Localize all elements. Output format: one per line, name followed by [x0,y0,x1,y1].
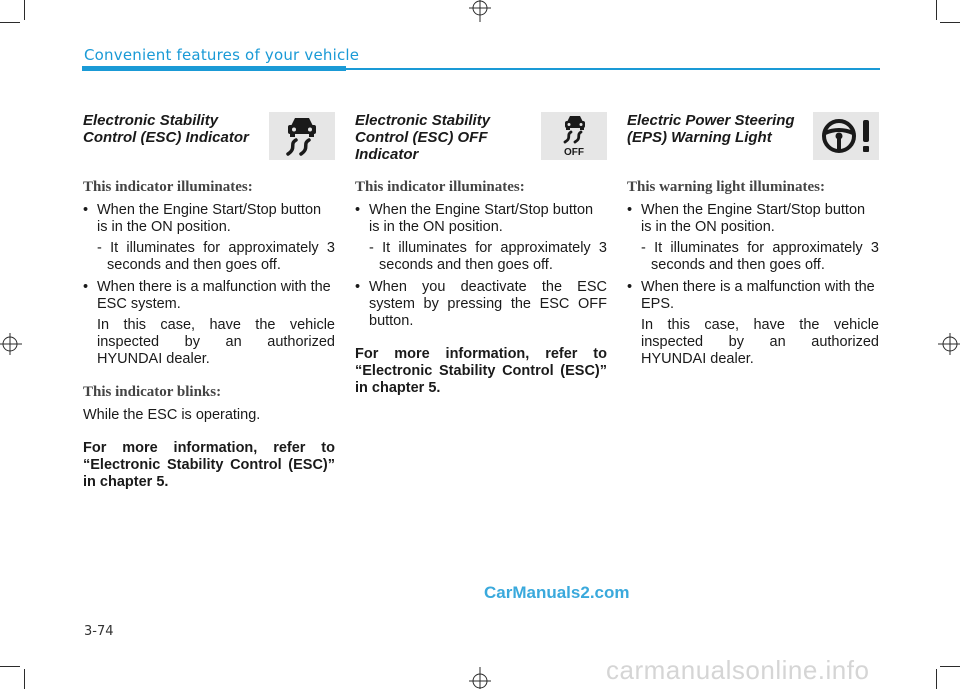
crop-mark [24,669,25,689]
header-rule [82,66,346,71]
note: In this case, have the vehicle inspected by an authorized HYUNDAI dealer. [641,317,879,367]
list-item: • When the Engine Start/Stop button is in the ON position. [83,202,335,236]
reference-note: For more information, refer to “Electronic Stability Control (ESC)” in chapter 5. [355,346,607,396]
subheading: This indicator blinks: [83,384,222,400]
paragraph: While the ESC is operating. [83,407,261,423]
sub-list-item: - It illuminates for approximately 3 seconds and then goes off. [369,240,607,273]
esc-off-indicator-section [355,112,607,397]
sub-list-item: - It illuminates for approximately 3 seconds and then goes off. [97,240,335,273]
section-title: Convenient features of your vehicle [84,46,360,64]
esc-indicator-section [83,112,335,491]
note: In this case, have the vehicle inspected by an authorized HYUNDAI dealer. [97,317,335,367]
section-heading: Electronic Stability Control (ESC) Indicator [83,112,249,146]
watermark-carmanuals[interactable]: CarManuals2.com [484,583,630,602]
registration-mark [469,0,491,22]
eps-warning-section [627,112,879,372]
crop-mark [0,22,20,23]
section-heading: Electric Power Steering (EPS) Warning Light [627,112,795,146]
esc-indicator-icon [269,112,335,160]
crop-mark [936,0,937,20]
page-number: 3-74 [84,624,114,639]
watermark-online[interactable]: carmanualsonline.info [606,655,870,685]
sub-list-item: - It illuminates for approximately 3 seconds and then goes off. [641,240,879,273]
esc-off-indicator-icon [541,112,607,160]
subheading: This indicator illuminates: [355,179,525,195]
list-item: • When there is a malfunction with the ESC system. [83,279,335,313]
off-label: OFF [564,147,584,158]
crop-mark [24,0,25,20]
list-item: • When the Engine Start/Stop button is in the ON position. [355,202,607,236]
subheading: This indicator illuminates: [83,179,253,195]
section-heading: Electronic Stability Control (ESC) OFF Indicator [355,112,491,163]
crop-mark [936,669,937,689]
registration-mark [0,333,22,355]
reference-note: For more information, refer to “Electronic Stability Control (ESC)” in chapter 5. [83,440,335,490]
list-item: • When there is a malfunction with the EPS. [627,279,879,313]
list-item: • When the Engine Start/Stop button is in the ON position. [627,202,879,236]
registration-mark [938,333,960,355]
list-item: • When you deactivate the ESC system by pressing the ESC OFF button. [355,279,607,330]
registration-mark [469,667,491,689]
crop-mark [940,666,960,667]
crop-mark [0,666,20,667]
header-rule-thin [346,68,880,70]
crop-mark [940,22,960,23]
eps-warning-icon [813,112,879,160]
subheading: This warning light illuminates: [627,179,825,195]
